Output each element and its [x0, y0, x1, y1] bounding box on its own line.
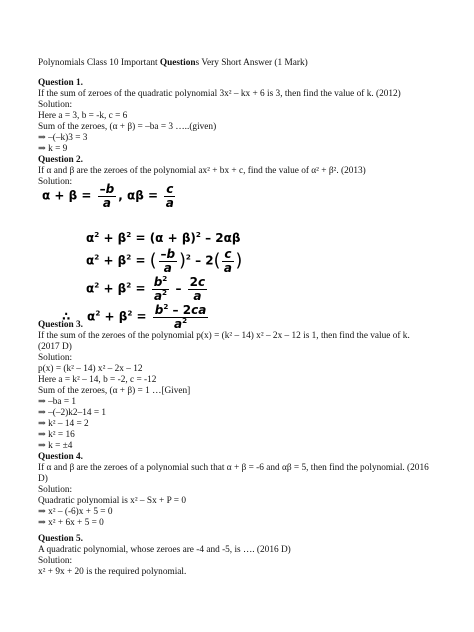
solution-line: ⇒ k = ±4: [38, 441, 73, 451]
solution-line: Sum of the zeroes, (α + β) = –ba = 3 …..(given): [38, 122, 217, 132]
question-3-text: If the sum of the zeroes of the polynomial p(x) = (k² – 14) x² – 2x – 12 is 1, then find the value of k.: [38, 331, 410, 341]
math-equation-1: α + β = $\frac{-b}{a}$ , αβ = $\frac{c}{a}$: [42, 182, 174, 210]
solution-label: Solution:: [38, 100, 73, 110]
solution-label: Solution:: [38, 556, 73, 566]
solution-line: ⇒ k² – 14 = 2: [38, 419, 89, 429]
solution-line: ⇒ x² + 6x + 5 = 0: [38, 518, 104, 528]
solution-label: Solution:: [38, 353, 73, 363]
question-5-heading: Question 5.: [38, 534, 83, 544]
question-1-text: If the sum of zeroes of the quadratic polynomial 3x² – kx + 6 is 3, then find the value of k. (2012): [38, 89, 401, 99]
solution-label: Solution:: [38, 177, 73, 187]
question-1-heading: Question 1.: [38, 78, 83, 88]
solution-line: Here a = k² – 14, b = -2, c = -12: [38, 375, 157, 385]
solution-line: Sum of the zeroes, (α + β) = 1 …[Given]: [38, 386, 191, 396]
math-equation-5: ∴ $\alpha^2 + \beta^2$ = $\frac{b^2 - 2ca}{a^2}$: [62, 301, 207, 331]
solution-line: ⇒ –(–2)k2–14 = 1: [38, 408, 107, 418]
solution-line: ⇒ k = 9: [38, 144, 68, 154]
solution-line: ⇒ –ba = 1: [38, 397, 77, 407]
question-5-text: A quadratic polynomial, whose zeroes are -4 and -5, is …. (2016 D): [38, 545, 291, 555]
solution-label: Solution:: [38, 485, 73, 495]
document-title: Polynomials Class 10 Important Questions Very Short Answer (1 Mark): [38, 58, 308, 68]
question-4-text: If α and β are the zeroes of a polynomial such that α + β = -6 and αβ = 5, then find the polynomial. (2016: [38, 463, 429, 473]
question-4-year: D): [38, 474, 48, 484]
math-equation-2: $\alpha^2 + \beta^2 = (\alpha + \beta)^2 - 2\alpha\beta$: [86, 229, 241, 245]
question-3-year: (2017 D): [38, 342, 72, 352]
question-4-heading: Question 4.: [38, 452, 83, 462]
solution-line: ⇒ –(–k)3 = 3: [38, 133, 88, 143]
question-3-heading: Question 3.: [38, 320, 83, 330]
solution-line: ⇒ x² – (-6)x + 5 = 0: [38, 507, 113, 517]
solution-line: ⇒ k² = 16: [38, 430, 75, 440]
math-equation-4: $\alpha^2 + \beta^2$ = $\frac{b^2}{a^2}$ – $\frac{2c}{a}$: [86, 273, 206, 303]
question-2-text: If α and β are the zeroes of the polynomial ax² + bx + c, find the value of α² + β². (2013): [38, 166, 366, 176]
solution-answer: x² + 9x + 20 is the required polynomial.: [38, 567, 187, 577]
question-2-heading: Question 2.: [38, 155, 83, 165]
solution-line: Here a = 3, b = -k, c = 6: [38, 111, 128, 121]
solution-line: Quadratic polynomial is x² – Sx + P = 0: [38, 496, 186, 506]
math-equation-3: $\alpha^2 + \beta^2$ = ( $\frac{-b}{a}$ )$^2$ – 2( $\frac{c}{a}$ ): [86, 247, 243, 275]
solution-line: p(x) = (k² – 14) x² – 2x – 12: [38, 364, 143, 374]
